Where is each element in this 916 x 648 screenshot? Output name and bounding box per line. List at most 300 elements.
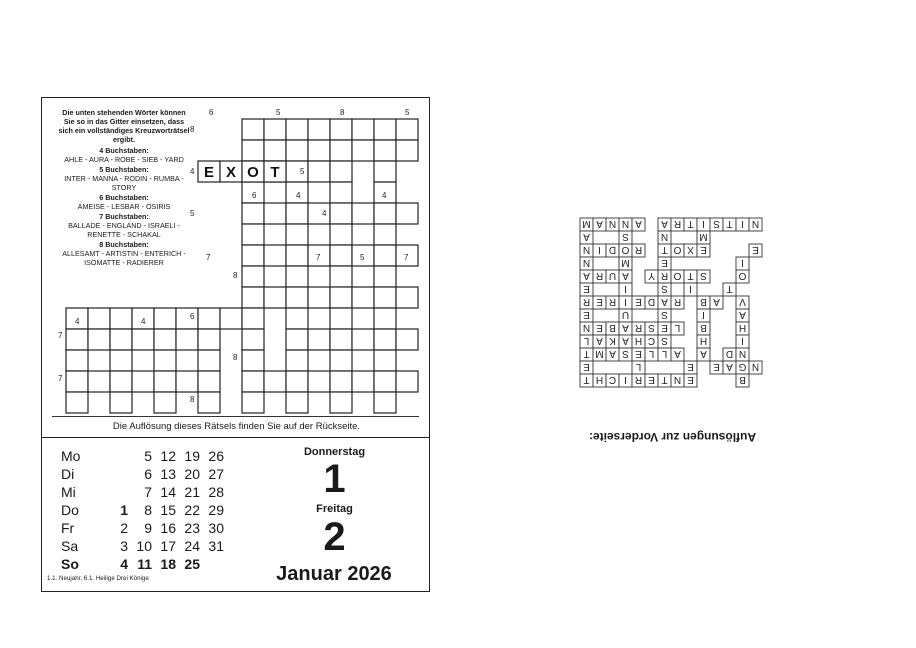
grid-cell[interactable] bbox=[66, 392, 88, 413]
solution-letter: A bbox=[635, 218, 642, 229]
date-cell: 25 bbox=[184, 556, 200, 572]
solution-letter: R bbox=[595, 270, 604, 281]
grid-cell[interactable] bbox=[286, 140, 308, 161]
grid-cell[interactable] bbox=[286, 371, 308, 392]
grid-cell[interactable] bbox=[110, 308, 132, 329]
grid-cell[interactable] bbox=[286, 287, 308, 308]
grid-cell[interactable] bbox=[308, 287, 330, 308]
grid-cell[interactable] bbox=[198, 350, 220, 371]
solution-letter: T bbox=[726, 218, 733, 229]
solution-letter: O bbox=[738, 270, 747, 281]
solution-letter: U bbox=[608, 270, 617, 281]
date-cell: 16 bbox=[160, 520, 176, 536]
date-cell: 17 bbox=[160, 538, 176, 554]
grid-cell[interactable] bbox=[242, 245, 264, 266]
grid-cell[interactable] bbox=[264, 140, 286, 161]
grid-cell[interactable] bbox=[374, 329, 396, 350]
solution-letter: I bbox=[624, 283, 627, 294]
solution-letter: S bbox=[713, 218, 720, 229]
word-length-number: 7 bbox=[58, 374, 63, 383]
solution-letter: O bbox=[673, 244, 682, 255]
solution-letter: A bbox=[661, 218, 668, 229]
grid-cell[interactable] bbox=[110, 350, 132, 371]
solution-letter: X bbox=[687, 244, 694, 255]
solution-letter: N bbox=[582, 257, 591, 268]
grid-cell[interactable] bbox=[374, 140, 396, 161]
word-length-number: 8 bbox=[190, 395, 195, 404]
solution-letter: E bbox=[661, 322, 668, 333]
grid-cell[interactable] bbox=[330, 203, 352, 224]
weekday-label: So bbox=[61, 556, 79, 572]
solution-letter: E bbox=[635, 348, 642, 359]
solution-letter: S bbox=[661, 283, 668, 294]
grid-cell[interactable] bbox=[154, 308, 176, 329]
grid-cell[interactable] bbox=[242, 392, 264, 413]
solution-letter: L bbox=[661, 348, 668, 359]
solution-letter: R bbox=[673, 296, 682, 307]
solution-letter: Y bbox=[648, 270, 655, 281]
grid-cell[interactable] bbox=[66, 371, 88, 392]
grid-cell[interactable] bbox=[154, 392, 176, 413]
solution-letter: E bbox=[687, 361, 694, 372]
solution-letter: N bbox=[582, 244, 591, 255]
date-cell: 20 bbox=[184, 466, 200, 482]
grid-cell[interactable] bbox=[374, 350, 396, 371]
grid-cell[interactable] bbox=[242, 266, 264, 287]
word-length-number: 8 bbox=[233, 271, 238, 280]
grid-cell[interactable] bbox=[198, 371, 220, 392]
solution-letter: M bbox=[595, 348, 604, 359]
date-cell: 6 bbox=[144, 466, 152, 482]
solution-letter: A bbox=[596, 335, 603, 346]
date-cell: 12 bbox=[160, 448, 176, 464]
solution-letter: E bbox=[661, 257, 668, 268]
grid-cell[interactable] bbox=[286, 119, 308, 140]
date-cell: 14 bbox=[160, 484, 176, 500]
solution-letter: C bbox=[647, 335, 656, 346]
group-words-4: AHLE - AURA - ROBE - SIEB - YARD bbox=[64, 155, 184, 164]
solution-letter: B bbox=[609, 322, 616, 333]
grid-cell[interactable] bbox=[308, 203, 330, 224]
grid-cell[interactable] bbox=[176, 329, 198, 350]
grid-cell[interactable] bbox=[330, 287, 352, 308]
month-calendar bbox=[61, 447, 224, 573]
solution-letter: A bbox=[700, 348, 707, 359]
grid-cell[interactable] bbox=[374, 203, 396, 224]
solution-grid bbox=[578, 216, 783, 391]
date-cell: 27 bbox=[208, 466, 224, 482]
solution-letter: N bbox=[751, 361, 760, 372]
word-length-number: 7 bbox=[316, 253, 321, 262]
solution-letter: A bbox=[622, 322, 629, 333]
date-cell: 18 bbox=[160, 556, 176, 572]
grid-cell[interactable] bbox=[308, 119, 330, 140]
word-length-number: 4 bbox=[141, 317, 146, 326]
solution-letter: H bbox=[699, 335, 708, 346]
grid-cell[interactable] bbox=[330, 308, 352, 329]
grid-cell[interactable] bbox=[374, 245, 396, 266]
grid-cell[interactable] bbox=[198, 308, 220, 329]
solution-letter: S bbox=[661, 335, 668, 346]
solution-letter: R bbox=[582, 296, 591, 307]
solution-title: Auflösungen zur Vorderseite: bbox=[588, 430, 757, 444]
grid-cell[interactable] bbox=[396, 287, 418, 308]
grid-cell[interactable] bbox=[396, 119, 418, 140]
grid-cell[interactable] bbox=[242, 371, 264, 392]
solution-letter: A bbox=[674, 348, 681, 359]
weekday-label: Mi bbox=[61, 484, 76, 500]
date-cell bbox=[200, 555, 224, 573]
grid-cell[interactable] bbox=[308, 140, 330, 161]
solution-letter: M bbox=[699, 231, 708, 242]
weekday-label: Mo bbox=[61, 448, 81, 464]
solution-letter: E bbox=[583, 309, 590, 320]
grid-cell[interactable] bbox=[330, 182, 352, 203]
solution-letter: I bbox=[702, 218, 705, 229]
solution-letter: T bbox=[583, 348, 590, 359]
grid-cell[interactable] bbox=[198, 329, 220, 350]
grid-cell[interactable] bbox=[374, 119, 396, 140]
grid-cell[interactable] bbox=[396, 329, 418, 350]
grid-cell[interactable] bbox=[330, 392, 352, 413]
solution-letter: I bbox=[624, 374, 627, 385]
solution-letter: H bbox=[738, 322, 747, 333]
date-cell bbox=[104, 447, 128, 465]
solution-letter: E bbox=[596, 322, 603, 333]
grid-cell[interactable] bbox=[330, 140, 352, 161]
date-cell-holiday: 1 bbox=[120, 502, 128, 518]
grid-cell[interactable] bbox=[242, 308, 264, 329]
word-length-number: 5 bbox=[405, 108, 410, 117]
instructions-intro: Die unten stehenden Wörter können Sie so in das Gitter einsetzen, dass sich ein vollständiges Kreuzworträtsel ergibt. bbox=[58, 108, 190, 144]
solution-letter: R bbox=[634, 322, 643, 333]
grid-cell[interactable] bbox=[242, 350, 264, 371]
solution-letter: K bbox=[609, 335, 616, 346]
solution-letter: I bbox=[598, 244, 601, 255]
word-length-number: 7 bbox=[58, 331, 63, 340]
solution-letter: I bbox=[624, 296, 627, 307]
grid-cell[interactable] bbox=[352, 140, 374, 161]
calendar-divider bbox=[42, 437, 429, 438]
date-cell: 21 bbox=[184, 484, 200, 500]
grid-cell[interactable] bbox=[264, 287, 286, 308]
grid-cell[interactable] bbox=[110, 371, 132, 392]
solution-letter: N bbox=[673, 374, 682, 385]
grid-cell[interactable] bbox=[374, 287, 396, 308]
grid-cell[interactable] bbox=[374, 161, 396, 182]
solution-letter: I bbox=[702, 309, 705, 320]
day1-number: 1 bbox=[323, 457, 346, 501]
solution-letter: O bbox=[673, 270, 682, 281]
grid-cell[interactable] bbox=[242, 140, 264, 161]
grid-cell[interactable] bbox=[66, 350, 88, 371]
date-cell: 30 bbox=[208, 520, 224, 536]
solution-letter: B bbox=[739, 374, 746, 385]
calendar-row-sa bbox=[61, 537, 224, 555]
solution-letter: S bbox=[622, 231, 629, 242]
solution-letter: A bbox=[726, 361, 733, 372]
grid-cell[interactable] bbox=[242, 203, 264, 224]
word-length-number: 8 bbox=[340, 108, 345, 117]
solution-letter: R bbox=[634, 244, 643, 255]
solution-letter: T bbox=[687, 270, 694, 281]
weekday-label: Fr bbox=[61, 520, 75, 536]
date-cell: 8 bbox=[144, 502, 152, 518]
solution-letter: E bbox=[752, 244, 759, 255]
day2-weekday: Freitag bbox=[316, 503, 353, 515]
grid-cell[interactable] bbox=[308, 371, 330, 392]
grid-cell[interactable] bbox=[330, 350, 352, 371]
grid-cell[interactable] bbox=[264, 119, 286, 140]
grid-cell[interactable] bbox=[396, 203, 418, 224]
solution-letter: S bbox=[661, 309, 668, 320]
grid-cell[interactable] bbox=[88, 371, 110, 392]
grid-cell[interactable] bbox=[110, 392, 132, 413]
solution-letter: E bbox=[687, 374, 694, 385]
day2-number: 2 bbox=[323, 515, 346, 559]
grid-cell[interactable] bbox=[110, 329, 132, 350]
grid-cell[interactable] bbox=[264, 203, 286, 224]
word-length-number: 5 bbox=[300, 167, 305, 176]
group-heading-4: 4 Buchstaben: bbox=[99, 146, 149, 155]
grid-cell[interactable] bbox=[352, 287, 374, 308]
grid-cell[interactable] bbox=[396, 371, 418, 392]
word-length-number: 7 bbox=[206, 253, 211, 262]
solution-letter: A bbox=[583, 270, 590, 281]
grid-cell[interactable] bbox=[264, 245, 286, 266]
solution-letter: A bbox=[713, 296, 720, 307]
grid-cell[interactable] bbox=[264, 371, 286, 392]
grid-cell[interactable] bbox=[352, 119, 374, 140]
solution-letter: E bbox=[596, 296, 603, 307]
word-length-number: 4 bbox=[296, 191, 301, 200]
grid-cell[interactable] bbox=[286, 161, 308, 182]
solution-letter: N bbox=[738, 348, 747, 359]
word-length-number: 4 bbox=[75, 317, 80, 326]
solution-letter: M bbox=[582, 218, 591, 229]
solution-letter: R bbox=[660, 270, 669, 281]
grid-cell[interactable] bbox=[242, 224, 264, 245]
calendar-row-fr bbox=[61, 519, 224, 537]
solution-letter: R bbox=[608, 296, 617, 307]
day1-weekday: Donnerstag bbox=[303, 446, 366, 458]
grid-cell[interactable] bbox=[330, 224, 352, 245]
group-words-8: ALLESAMT - ARTISTIN - ENTERICH - ISOMATTE - RADIERER bbox=[62, 249, 186, 267]
grid-cell[interactable] bbox=[286, 224, 308, 245]
solution-letter: S bbox=[648, 322, 655, 333]
grid-cell[interactable] bbox=[330, 266, 352, 287]
date-cell: 10 bbox=[136, 538, 152, 554]
grid-cell[interactable] bbox=[154, 350, 176, 371]
grid-cell[interactable] bbox=[88, 329, 110, 350]
solution-letter: I bbox=[689, 283, 692, 294]
solution-letter: T bbox=[583, 374, 590, 385]
calendar-row-mo bbox=[61, 447, 224, 465]
date-cell: 11 bbox=[137, 556, 152, 572]
date-cell: 2 bbox=[120, 520, 128, 536]
solution-letter: V bbox=[739, 296, 746, 307]
grid-cell[interactable] bbox=[154, 329, 176, 350]
weekday-label: Di bbox=[61, 466, 75, 482]
word-length-number: 4 bbox=[322, 209, 327, 218]
grid-cell[interactable] bbox=[396, 140, 418, 161]
given-letter: X bbox=[225, 164, 237, 181]
word-length-number: 5 bbox=[360, 253, 365, 262]
solution-letter: O bbox=[621, 244, 630, 255]
grid-cell[interactable] bbox=[330, 245, 352, 266]
solution-letter: E bbox=[583, 361, 590, 372]
word-length-number: 8 bbox=[190, 125, 195, 134]
solution-letter: E bbox=[700, 244, 707, 255]
grid-cell[interactable] bbox=[352, 329, 374, 350]
grid-cell[interactable] bbox=[330, 329, 352, 350]
grid-cell[interactable] bbox=[286, 266, 308, 287]
solution-letter: A bbox=[622, 335, 629, 346]
grid-cell[interactable] bbox=[132, 371, 154, 392]
grid-cell[interactable] bbox=[286, 392, 308, 413]
date-cell: 24 bbox=[184, 538, 200, 554]
solution-letter: A bbox=[596, 218, 603, 229]
grid-cell[interactable] bbox=[286, 350, 308, 371]
grid-cell[interactable] bbox=[176, 371, 198, 392]
weekday-label: Sa bbox=[61, 538, 79, 554]
grid-cell[interactable] bbox=[308, 161, 330, 182]
solution-letter: N bbox=[582, 322, 591, 333]
grid-cell[interactable] bbox=[374, 266, 396, 287]
solution-letter: G bbox=[738, 361, 747, 372]
group-words-6: AMEISE - LESBAR - OSIRIS bbox=[77, 202, 171, 211]
solution-letter: B bbox=[700, 322, 707, 333]
puzzle-calendar-page bbox=[41, 97, 430, 592]
date-cell: 13 bbox=[160, 466, 176, 482]
group-heading-5: 5 Buchstaben: bbox=[99, 165, 149, 174]
grid-cell[interactable] bbox=[330, 371, 352, 392]
word-length-number: 5 bbox=[190, 209, 195, 218]
calendar-row-do bbox=[61, 501, 224, 519]
group-heading-8: 8 Buchstaben: bbox=[99, 240, 149, 249]
solution-letter: D bbox=[608, 244, 617, 255]
date-cell: 22 bbox=[184, 502, 200, 518]
date-cell: 3 bbox=[120, 538, 128, 554]
date-cell: 28 bbox=[208, 484, 224, 500]
grid-cell[interactable] bbox=[220, 308, 242, 329]
given-letter: O bbox=[247, 164, 259, 181]
solution-letter: A bbox=[739, 309, 746, 320]
puzzle-instructions bbox=[56, 108, 192, 267]
solution-letter: L bbox=[648, 348, 655, 359]
grid-cell[interactable] bbox=[374, 371, 396, 392]
solution-letter: L bbox=[583, 335, 590, 346]
grid-cell[interactable] bbox=[330, 119, 352, 140]
group-heading-7: 7 Buchstaben: bbox=[99, 212, 149, 221]
solution-letter: B bbox=[700, 296, 707, 307]
grid-cell[interactable] bbox=[242, 287, 264, 308]
solution-letter: S bbox=[622, 348, 629, 359]
solution-letter: A bbox=[609, 348, 616, 359]
solution-hint: Die Auflösung dieses Rätsels finden Sie auf der Rückseite. bbox=[112, 421, 361, 432]
solution-letter: E bbox=[583, 283, 590, 294]
solution-letter: L bbox=[635, 361, 642, 372]
solution-letter: E bbox=[635, 296, 642, 307]
grid-cell[interactable] bbox=[242, 119, 264, 140]
date-cell: 29 bbox=[208, 502, 224, 518]
grid-cell[interactable] bbox=[154, 371, 176, 392]
given-letter: E bbox=[203, 164, 215, 181]
solution-letter: E bbox=[648, 374, 655, 385]
grid-cell[interactable] bbox=[374, 224, 396, 245]
date-cell bbox=[104, 483, 128, 501]
date-cell: 15 bbox=[160, 502, 176, 518]
grid-cell[interactable] bbox=[374, 308, 396, 329]
solution-letter: D bbox=[647, 296, 656, 307]
solution-letter: E bbox=[713, 361, 720, 372]
solution-letter: A bbox=[622, 270, 629, 281]
solution-letter: T bbox=[661, 374, 668, 385]
word-length-number: 4 bbox=[190, 167, 195, 176]
grid-cell[interactable] bbox=[352, 371, 374, 392]
word-length-number: 5 bbox=[276, 108, 281, 117]
solution-letter: N bbox=[608, 218, 617, 229]
solution-letter: T bbox=[661, 244, 668, 255]
grid-cell[interactable] bbox=[374, 392, 396, 413]
grid-cell[interactable] bbox=[330, 161, 352, 182]
weekday-label: Do bbox=[61, 502, 79, 518]
hint-divider bbox=[52, 416, 419, 417]
solution-letter: S bbox=[700, 270, 707, 281]
solution-letter: A bbox=[583, 231, 590, 242]
date-cell bbox=[104, 465, 128, 483]
word-length-number: 6 bbox=[190, 312, 195, 321]
grid-cell[interactable] bbox=[286, 203, 308, 224]
group-words-7: BALLADE - ENGLAND - ISRAELI - RENETTE - SCHAKAL bbox=[68, 221, 180, 239]
grid-cell[interactable] bbox=[198, 392, 220, 413]
grid-cell[interactable] bbox=[66, 329, 88, 350]
group-words-5: INTER - MANNA - RODIN - RUMBA - STORY bbox=[64, 174, 184, 192]
solution-letter: A bbox=[661, 296, 668, 307]
solution-letter: H bbox=[595, 374, 604, 385]
date-cell: 26 bbox=[208, 448, 224, 464]
solution-letter: I bbox=[741, 335, 744, 346]
grid-cell[interactable] bbox=[132, 329, 154, 350]
date-cell: 31 bbox=[208, 538, 224, 554]
grid-cell[interactable] bbox=[88, 308, 110, 329]
date-cell: 5 bbox=[144, 448, 152, 464]
grid-cell[interactable] bbox=[286, 329, 308, 350]
solution-letter: N bbox=[660, 231, 669, 242]
grid-cell[interactable] bbox=[242, 329, 264, 350]
word-length-number: 6 bbox=[209, 108, 214, 117]
date-cell: 23 bbox=[184, 520, 200, 536]
date-cell: 4 bbox=[120, 556, 128, 572]
date-cell: 7 bbox=[144, 484, 152, 500]
solution-letter: T bbox=[726, 283, 733, 294]
date-cell: 9 bbox=[144, 520, 152, 536]
grid-cell[interactable] bbox=[286, 245, 308, 266]
solution-letter: R bbox=[673, 218, 682, 229]
solution-letter: L bbox=[674, 322, 681, 333]
solution-letter: C bbox=[608, 374, 617, 385]
word-length-number: 4 bbox=[382, 191, 387, 200]
solution-letter: H bbox=[634, 335, 643, 346]
grid-cell[interactable] bbox=[176, 308, 198, 329]
grid-cell[interactable] bbox=[308, 329, 330, 350]
solution-letter: M bbox=[621, 257, 630, 268]
solution-letter: I bbox=[741, 218, 744, 229]
month-year-title: Januar 2026 bbox=[276, 563, 392, 585]
word-length-number: 6 bbox=[252, 191, 257, 200]
grid-cell[interactable] bbox=[352, 203, 374, 224]
grid-cell[interactable] bbox=[286, 308, 308, 329]
